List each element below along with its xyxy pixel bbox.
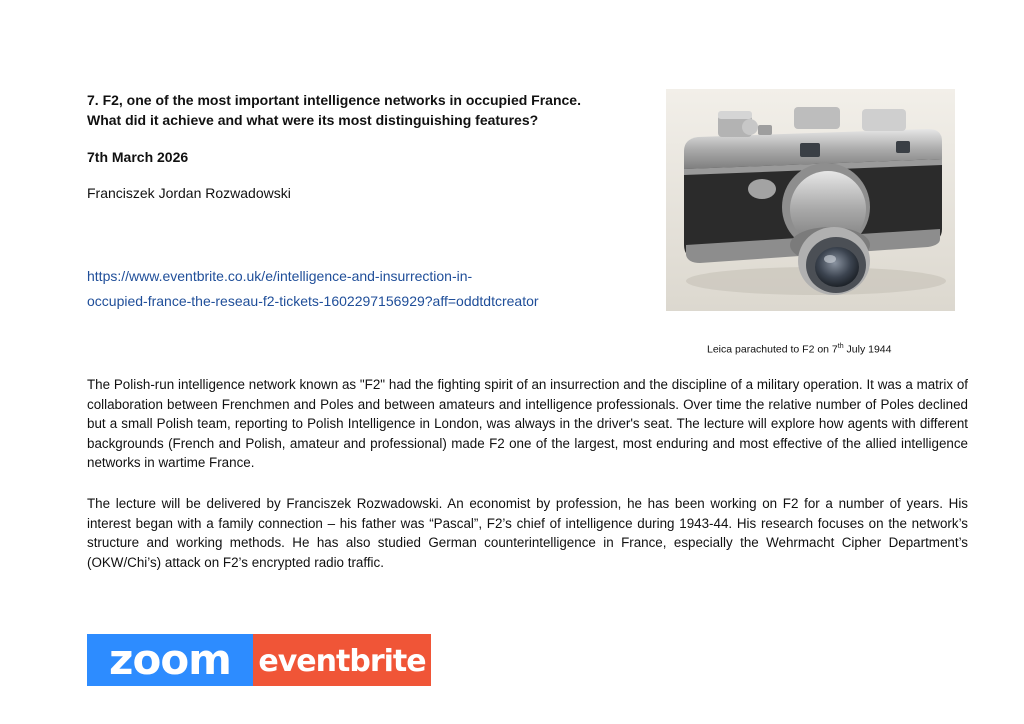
zoom-logo: zoom <box>87 634 253 686</box>
eventbrite-logo: eventbrite <box>253 634 431 686</box>
camera-illustration <box>666 89 955 311</box>
leica-camera-photo <box>666 89 955 311</box>
lecture-date: 7th March 2026 <box>87 149 189 165</box>
link-line: occupied-france-the-reseau-f2-tickets-1602297156929?aff=oddtdtcreator <box>87 293 539 309</box>
lecture-description: The Polish-run intelligence network known as "F2" had the fighting spirit of an insurrection and the discipline of a military operation. It was a matrix of collaboration between Frenchmen and Poles and between amateurs and intelligence professionals. Over time the relative number of Poles declined but a small Polish team, reporting to Polish Intelligence in London, was always in the driver's seat. The lecture will explore how agents with different backgrounds (French and Polish, amateur and professional) made F2 one of the largest, most enduring and most effective of the allied intelligence networks in wartime France. <box>87 377 968 470</box>
caption-superscript: th <box>837 343 844 350</box>
title-line: What did it achieve and what were its most distinguishing features? <box>87 112 539 128</box>
title-line: 7. F2, one of the most important intelligence networks in occupied France. <box>87 92 581 108</box>
caption-text: Leica parachuted to F2 on 7 <box>707 343 838 356</box>
link-line: https://www.eventbrite.co.uk/e/intelligence-and-insurrection-in- <box>87 268 473 284</box>
photo-caption <box>707 340 891 357</box>
speaker-bio: The lecture will be delivered by Franciszek Rozwadowski. An economist by profession, he has been working on F2 for a number of years. His interest began with a family connection – his father was “Pascal”, F2’s chief of intelligence during 1943-44. His research focuses on the network’s structure and working methods. He has also studied German counterintelligence in France, especially the Wehrmacht Cipher Department’s (OKW/Chi’s) attack on F2’s encrypted radio traffic. <box>87 496 968 570</box>
lecture-title <box>87 90 647 130</box>
eventbrite-link[interactable] <box>87 264 647 314</box>
caption-text: July 1944 <box>843 343 892 356</box>
lecture-author: Franciszek Jordan Rozwadowski <box>87 185 291 201</box>
platform-logos <box>87 634 431 686</box>
